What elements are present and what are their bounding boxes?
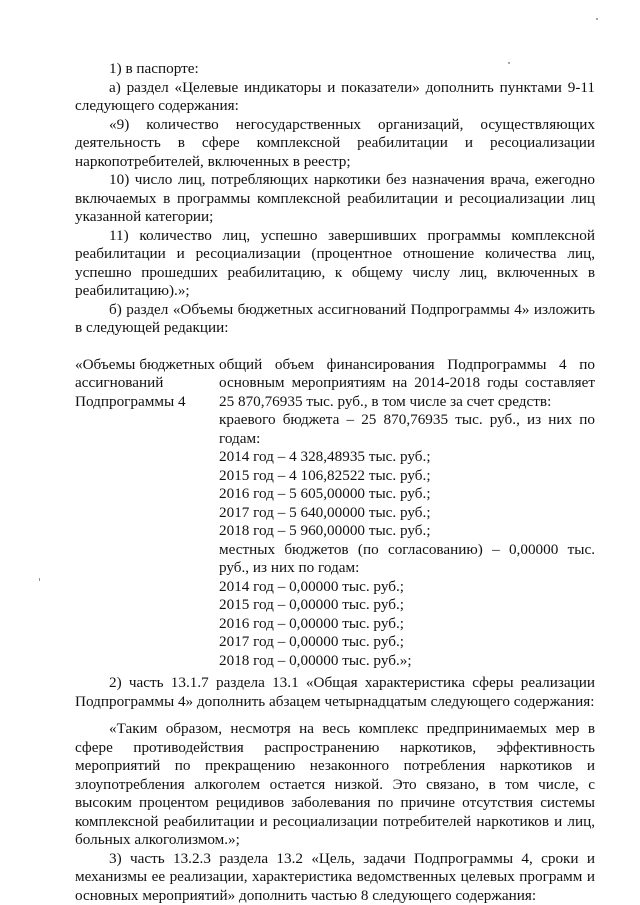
budget-line: 2016 год – 0,00000 тыс. руб.; [219,614,404,632]
budget-values [215,356,595,671]
paragraph: 3) часть 13.2.3 раздела 13.2 «Цель, задачи Подпрограммы 4, сроки и механизмы ее реализации, характеристика ведомственных целевых программ и основных мероприятий» дополнить частью 8 следующего содержания: [75,849,595,904]
budget-line: 2018 год – 5 960,00000 тыс. руб.; [219,522,431,539]
paragraph: 10) число лиц, потребляющих наркотики без назначения врача, ежегодно включаемых в программы комплексной реабилитации и ресоциализации лиц указанной категории; [75,171,595,225]
budget-line: 2015 год – 0,00000 тыс. руб.; [219,596,404,613]
budget-line: 2014 год – 4 328,48935 тыс. руб.; [219,448,431,465]
budget-line: 2017 год – 5 640,00000 тыс. руб.; [219,503,431,521]
paragraph: 2) часть 13.1.7 раздела 13.1 «Общая характеристика сферы реализации Подпрограммы 4» дополнить абзацем четырнадцатым следующего содержания: [75,674,595,710]
paragraph: а) раздел «Целевые индикаторы и показатели» дополнить пунктами 9-11 следующего содержания: [75,78,595,114]
budget-line: 2018 год – 0,00000 тыс. руб.»; [219,651,412,669]
paragraph: б) раздел «Объемы бюджетных ассигнований Подпрограммы 4» изложить в следующей редакции: [75,300,595,336]
budget-table [75,356,595,671]
scan-speck [596,18,598,20]
budget-line: местных бюджетов (по согласованию) – 0,00000 тыс. руб., из них по годам: [219,540,595,576]
paragraph: 11) количество лиц, успешно завершивших программы комплексной реабилитации и ресоциализации (процентное отношение количества лиц, успешно прошедших реабилитацию, к общему числу лиц, включенных в реабилитацию).»; [75,226,595,299]
paragraph: «Таким образом, несмотря на весь комплекс предпринимаемых мер в сфере противодействия распространению наркотиков, эффективность мероприятий по прекращению незаконного потребления наркотиков и злоупотребления алкоголем остается низкой. Это связано, в том числе, с высоким процентом рецидивов заболевания по причине отсутствия системы комплексной реабилитации и ресоциализации потребителей наркотиков и лиц, больных алкоголизмом.»; [75,720,595,848]
document-body [75,60,595,905]
budget-label: «Объемы бюджетных ассигнований Подпрограммы 4 [75,355,215,410]
budget-line: общий объем финансирования Подпрограммы 4 по основным мероприятиям на 2014-2018 годы составляет 25 870,76935 тыс. руб., в том числе за счет средств: [219,355,595,410]
budget-line: краевого бюджета – 25 870,76935 тыс. руб., из них по годам: [219,411,595,447]
paragraph: 1) в паспорте: [109,60,199,77]
budget-line: 2017 год – 0,00000 тыс. руб.; [219,633,404,650]
budget-line: 2014 год – 0,00000 тыс. руб.; [219,577,404,595]
budget-line: 2015 год – 4 106,82522 тыс. руб.; [219,466,431,484]
scan-speck [39,578,40,581]
budget-line: 2016 год – 5 605,00000 тыс. руб.; [219,485,431,502]
paragraph: «9) количество негосударственных организаций, осуществляющих деятельность в сфере комплексной реабилитации и ресоциализации наркопотребителей, включенных в реестр; [75,115,595,170]
